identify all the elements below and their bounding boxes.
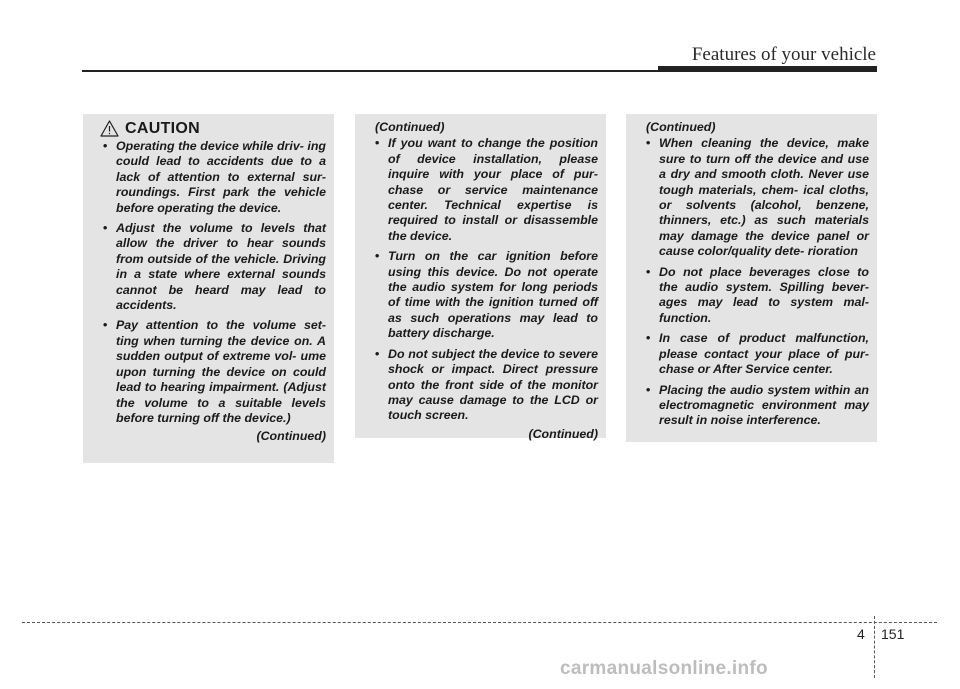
list-item: • Pay attention to the volume set- ting when turning the device on. A sudden output of extreme vol- ume upon turning the device on could lead to hearing impairment. (Adjust the volume to a suitable levels before turning off the device.) (93, 318, 326, 426)
list-item: • When cleaning the device, make sure to turn off the device and use a dry and smooth cloth. Never use tough materials, chem- ical cloths, or solvents (alcohol, benzene, thinners, etc.) as such materials may damage the device panel or cause color/quality dete- rioration (636, 136, 869, 259)
caution-box (83, 114, 334, 463)
caution-title: CAUTION (125, 119, 200, 137)
list-item: • Placing the audio system within an electromagnetic environment may result in noise interference. (636, 383, 869, 429)
list-item: • Operating the device while driv- ing could lead to accidents due to a lack of attention to external sur- roundings. First park the vehicle before operating the device. (93, 139, 326, 216)
caution-box-continued-2 (626, 114, 877, 442)
continued-label: (Continued) (528, 426, 598, 441)
watermark: carmanualsonline.info (560, 658, 768, 679)
header-rule-accent (658, 66, 877, 72)
list-item: • Do not place beverages close to the audio system. Spilling bever- ages may lead to system mal- function. (636, 265, 869, 327)
chapter-number: 4 (857, 626, 865, 642)
page-header-title: Features of your vehicle (691, 44, 876, 65)
continued-label: (Continued) (256, 429, 326, 444)
continued-label: (Continued) (646, 120, 716, 134)
warning-triangle-icon (100, 120, 119, 137)
caution-list (636, 136, 869, 428)
continued-label: (Continued) (375, 120, 445, 134)
list-item: • If you want to change the position of device installation, please inquire with your place of pur- chase or service maintenance center. Technical expertise is required to install or disassemble the device. (365, 136, 598, 244)
list-item: • Turn on the car ignition before using this device. Do not operate the audio system for long periods of time with the ignition turned off as such operations may lead to battery discharge. (365, 249, 598, 341)
list-item: • In case of product malfunction, please contact your place of pur- chase or After Service center. (636, 331, 869, 377)
caution-list (365, 136, 598, 423)
caution-list (93, 139, 326, 426)
page-number: 151 (881, 626, 905, 642)
caution-heading (100, 120, 326, 137)
list-item: • Adjust the volume to levels that allow the driver to hear sounds from outside of the vehicle. Driving in a state where external sounds cannot be heard may lead to accidents. (93, 221, 326, 313)
caution-box-continued-1 (355, 114, 606, 441)
footer-divider (874, 616, 875, 678)
list-item: • Do not subject the device to severe shock or impact. Direct pressure onto the front side of the monitor may cause damage to the LCD or touch screen. (365, 347, 598, 424)
footer-rule (22, 622, 937, 623)
